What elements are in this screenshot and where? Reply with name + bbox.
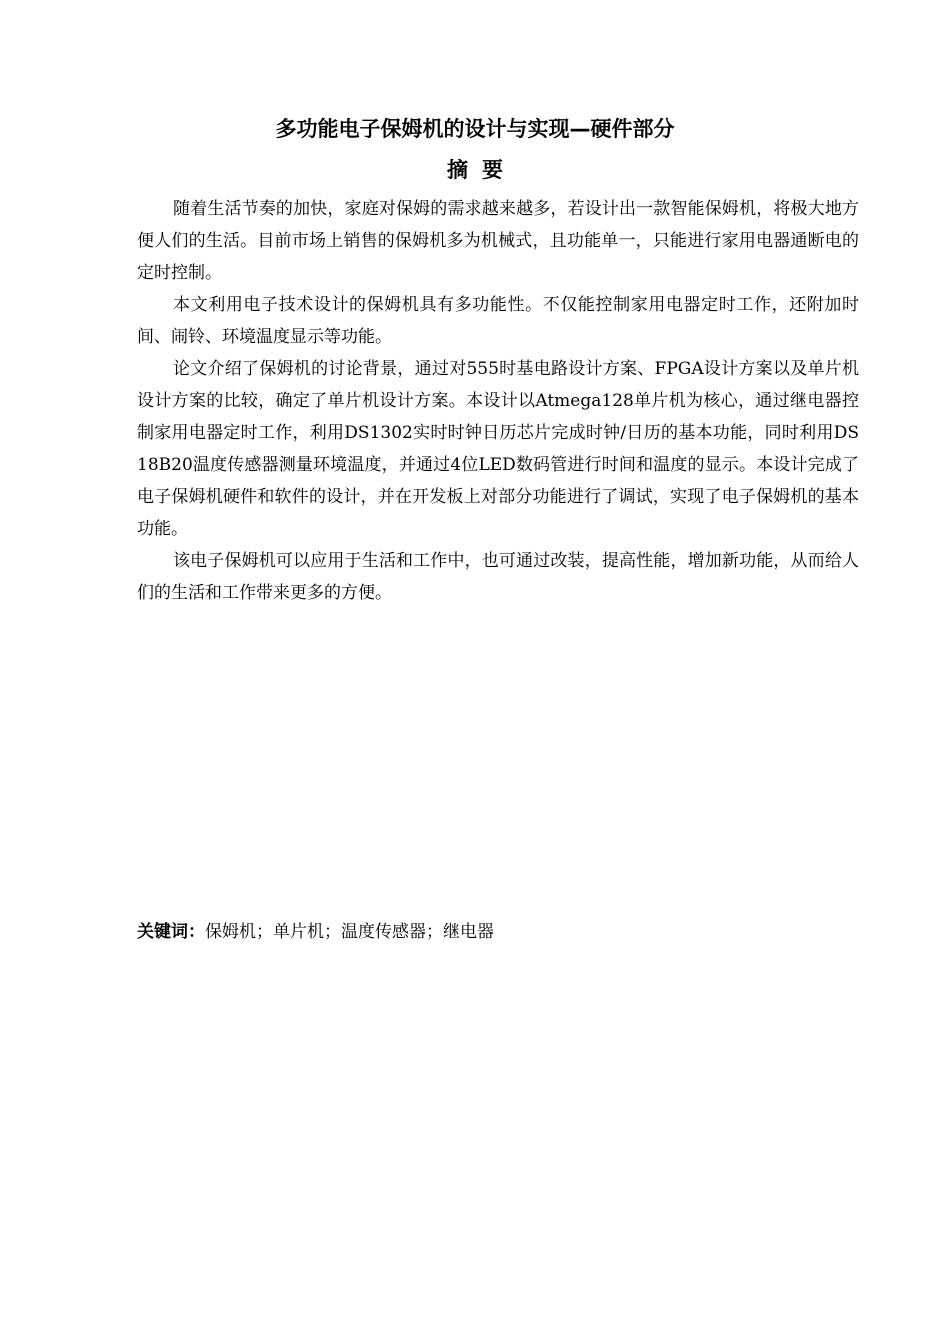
abstract-paragraph: 本文利用电子技术设计的保姆机具有多功能性。不仅能控制家用电器定时工作，还附加时间、闹铃、环境温度显示等功能。 [137,295,859,347]
keywords-value: 保姆机；单片机；温度传感器；继电器 [205,922,494,942]
abstract-paragraph: 论文介绍了保姆机的讨论背景，通过对555时基电路设计方案、FPGA设计方案以及单片机设计方案的比较，确定了单片机设计方案。本设计以Atmega128单片机为核心，通过继电器控制家用电器定时工作，利用DS1302实时时钟日历芯片完成时钟/日历的基本功能，同时利用DS18B20温度传感器测量环境温度，并通过4位LED数码管进行时间和温度的显示。本设计完成了电子保姆机硬件和软件的设计，并在开发板上对部分功能进行了调试，实现了电子保姆机的基本功能。 [137,359,859,539]
keywords-label: 关键词： [137,922,205,942]
keywords-line [137,917,859,947]
abstract-heading: 摘要 [447,158,517,182]
abstract-paragraph: 随着生活节奏的加快，家庭对保姆的需求越来越多，若设计出一款智能保姆机，将极大地方便人们的生活。目前市场上销售的保姆机多为机械式，且功能单一，只能进行家用电器通断电的定时控制。 [137,199,859,283]
abstract-body [137,193,859,609]
abstract-paragraph: 该电子保姆机可以应用于生活和工作中，也可通过改装，提高性能，增加新功能，从而给人们的生活和工作带来更多的方便。 [137,551,859,603]
document-title: 多功能电子保姆机的设计与实现—硬件部分 [275,117,675,141]
